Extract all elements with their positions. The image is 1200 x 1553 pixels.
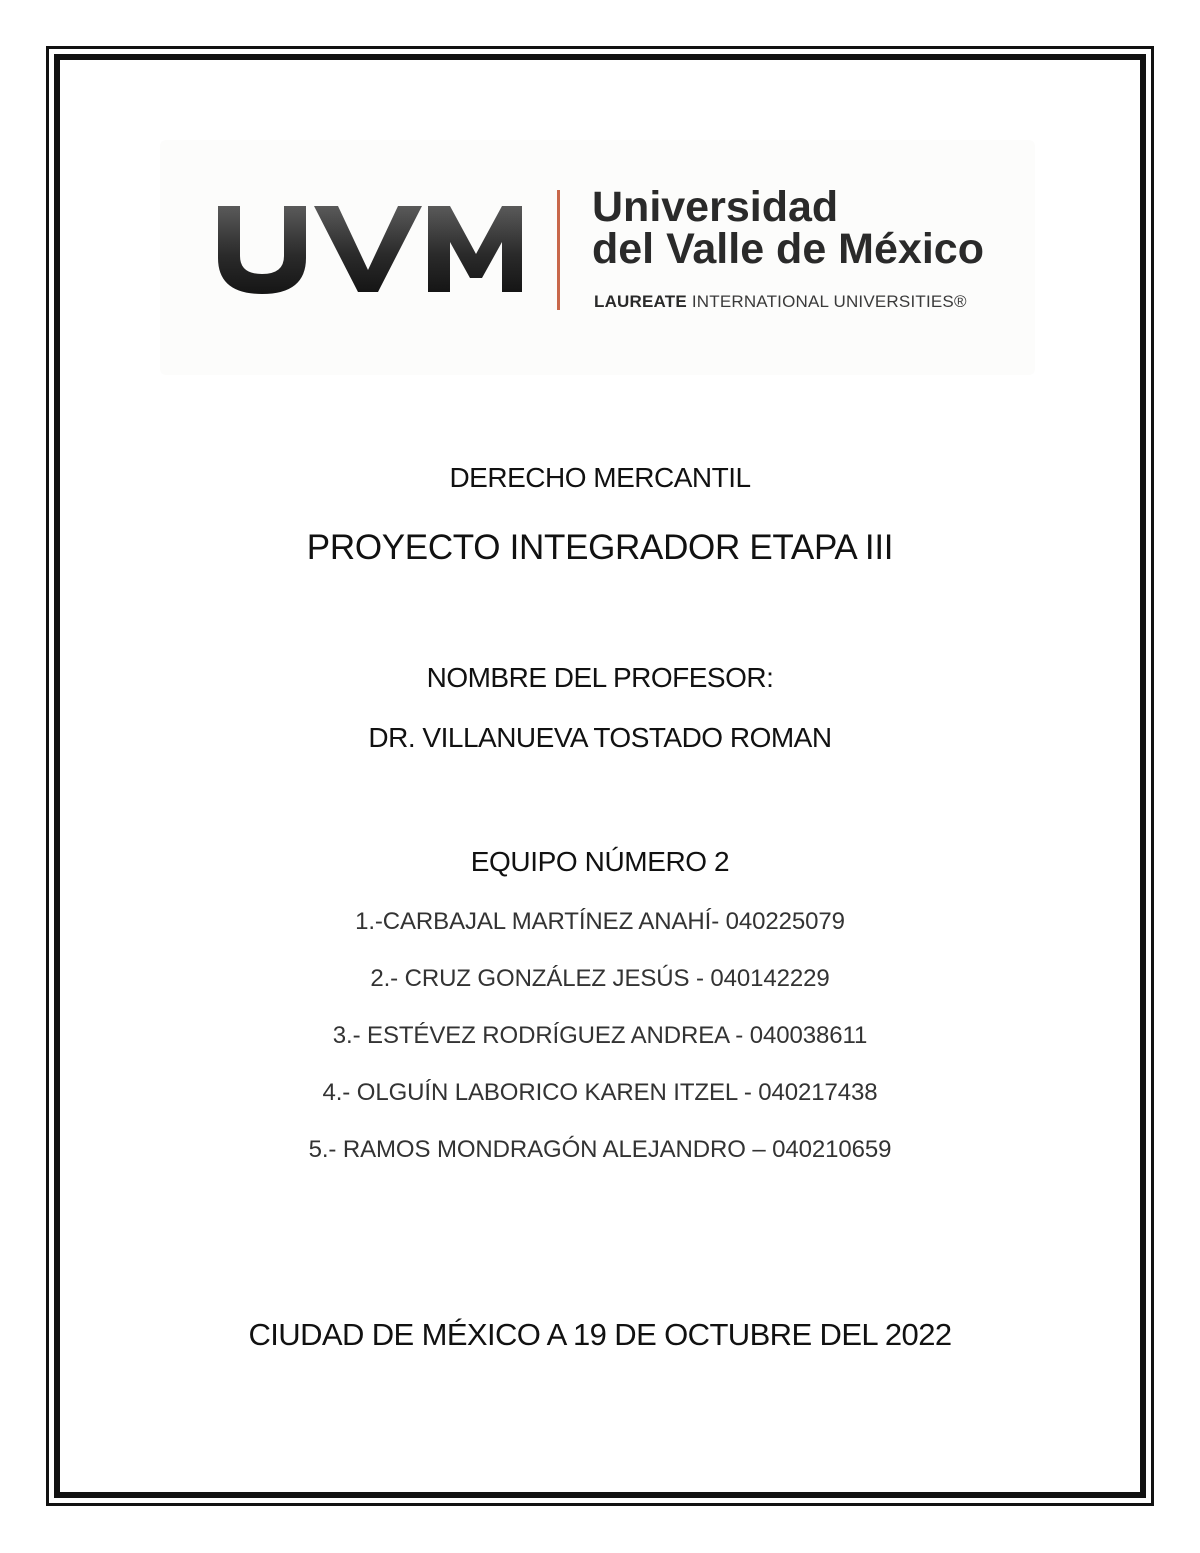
logo-university-name bbox=[592, 183, 984, 273]
team-member: 1.-CARBAJAL MARTÍNEZ ANAHÍ- 040225079 bbox=[355, 908, 845, 935]
logo-divider bbox=[557, 190, 560, 310]
university-logo bbox=[160, 140, 1035, 375]
team-member: 2.- CRUZ GONZÁLEZ JESÚS - 040142229 bbox=[370, 965, 830, 992]
logo-tagline-rest: INTERNATIONAL UNIVERSITIES® bbox=[686, 292, 967, 311]
uvm-logo-mark bbox=[210, 198, 525, 298]
subject-title: DERECHO MERCANTIL bbox=[449, 462, 751, 493]
logo-tagline-bold: LAUREATE bbox=[594, 292, 687, 311]
logo-name-line-1: Universidad bbox=[592, 183, 839, 231]
team-member: 3.- ESTÉVEZ RODRÍGUEZ ANDREA - 040038611 bbox=[332, 1022, 868, 1049]
team-member: 5.- RAMOS MONDRAGÓN ALEJANDRO – 040210659 bbox=[308, 1136, 892, 1163]
logo-name-line-2: del Valle de México bbox=[592, 225, 984, 273]
project-title: PROYECTO INTEGRADOR ETAPA III bbox=[306, 528, 894, 567]
team-label: EQUIPO NÚMERO 2 bbox=[470, 846, 730, 877]
logo-tagline bbox=[594, 292, 967, 312]
professor-label: NOMBRE DEL PROFESOR: bbox=[426, 662, 774, 693]
professor-name: DR. VILLANUEVA TOSTADO ROMAN bbox=[368, 722, 832, 753]
team-member: 4.- OLGUÍN LABORICO KAREN ITZEL - 040217438 bbox=[322, 1079, 878, 1106]
place-and-date: CIUDAD DE MÉXICO A 19 DE OCTUBRE DEL 2022 bbox=[248, 1317, 952, 1352]
